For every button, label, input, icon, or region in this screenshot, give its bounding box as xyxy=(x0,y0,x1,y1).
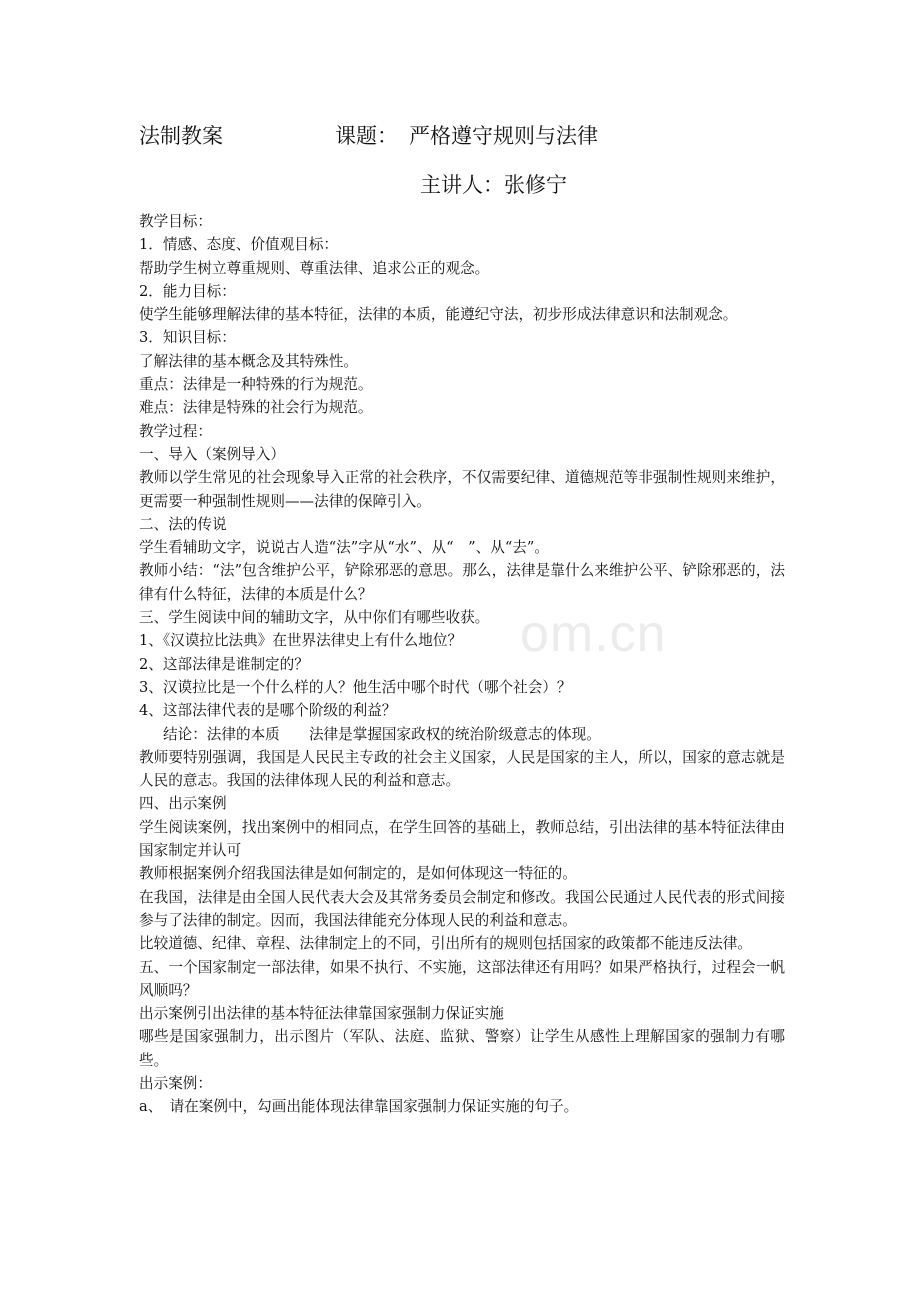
objective-heading: 2．能力目标： xyxy=(139,282,236,300)
document-type: 法制教案 xyxy=(139,124,223,148)
question-item: 1、《汉谟拉比法典》在世界法律史上有什么地位？ xyxy=(139,632,463,650)
header-line xyxy=(139,122,598,150)
step-heading: 四、出示案例 xyxy=(139,795,227,813)
presenter: 主讲人：张修宁 xyxy=(420,173,567,197)
question-item: 3、汉谟拉比是一个什么样的人？他生活中哪个时代（哪个社会）？ xyxy=(139,678,572,696)
key-point: 重点：法律是一种特殊的行为规范。 xyxy=(139,376,373,394)
step-heading: 三、学生阅读中间的辅助文字，从中你们有哪些收获。 xyxy=(139,609,490,627)
paragraph: 教师要特别强调，我国是人民民主专政的社会主义国家，人民是国家的主人，所以，国家的意志就是人民的意志。我国的法律体现人民的利益和意志。 xyxy=(139,748,785,790)
paragraph: 出示案例： xyxy=(139,1074,212,1092)
topic-label: 课题： xyxy=(335,124,398,148)
paragraph: 帮助学生树立尊重规则、尊重法律、追求公正的观念。 xyxy=(139,259,490,277)
watermark: om.cn xyxy=(520,605,667,663)
step-heading: 二、法的传说 xyxy=(139,515,227,533)
paragraph: 学生看辅助文字，说说古人造“法”字从“水”、从“ ”、从“去”。 xyxy=(139,539,549,557)
paragraph: 使学生能够理解法律的基本特征，法律的本质，能遵纪守法，初步形成法律意识和法制观念。 xyxy=(139,306,738,324)
section-heading: 教学过程： xyxy=(139,422,212,440)
paragraph: 教师小结：“法”包含维护公平，铲除邪恶的意思。那么，法律是靠什么来维护公平、铲除邪恶的，法律有什么特征，法律的本质是什么？ xyxy=(139,562,785,603)
question-item: 2、这部法律是谁制定的？ xyxy=(139,655,309,673)
step-heading: 一、导入（案例导入） xyxy=(139,445,285,463)
difficult-point: 难点：法律是特殊的社会行为规范。 xyxy=(139,399,373,417)
paragraph: 哪些是国家强制力，出示图片（军队、法庭、监狱、警察）让学生从感性上理解国家的强制力有哪些。 xyxy=(139,1028,785,1069)
paragraph: 出示案例引出法律的基本特征法律靠国家强制力保证实施 xyxy=(139,1005,504,1023)
section-heading: 教学目标： xyxy=(139,213,212,230)
document-body xyxy=(139,210,785,1119)
paragraph: 学生阅读案例，找出案例中的相同点，在学生回答的基础上，教师总结，引出法律的基本特征法律由国家制定并认可 xyxy=(139,818,785,860)
question-item: 4、这部法律代表的是哪个阶级的利益？ xyxy=(139,702,397,720)
paragraph: 比较道德、纪律、章程、法律制定上的不同，引出所有的规则包括国家的政策都不能违反法律。 xyxy=(139,935,752,953)
paragraph: 教师以学生常见的社会现象导入正常的社会秩序，不仅需要纪律、道德规范等非强制性规则来维护，更需要一种强制性规则——法律的保障引入。 xyxy=(139,469,785,510)
paragraph: 在我国，法律是由全国人民代表大会及其常务委员会制定和修改。我国公民通过人民代表的形式间接参与了法律的制定。因而，我国法律能充分体现人民的利益和意志。 xyxy=(139,888,785,929)
paragraph: 教师根据案例介绍我国法律是如何制定的，是如何体现这一特征的。 xyxy=(139,865,577,883)
objective-heading: 3．知识目标： xyxy=(139,329,236,347)
objective-heading: 1．情感、态度、价值观目标： xyxy=(139,236,339,254)
paragraph: 了解法律的基本概念及其特殊性。 xyxy=(139,352,358,370)
lesson-topic: 严格遵守规则与法律 xyxy=(409,124,598,148)
conclusion: 结论：法律的本质 法律是掌握国家政权的统治阶级意志的体现。 xyxy=(163,725,601,743)
step-heading: 五、一个国家制定一部法律，如果不执行、不实施，这部法律还有用吗？如果严格执行，过程会一帆风顺吗？ xyxy=(139,958,785,999)
task-item: a、 请在案例中，勾画出能体现法律靠国家强制力保证实施的句子。 xyxy=(139,1098,579,1116)
